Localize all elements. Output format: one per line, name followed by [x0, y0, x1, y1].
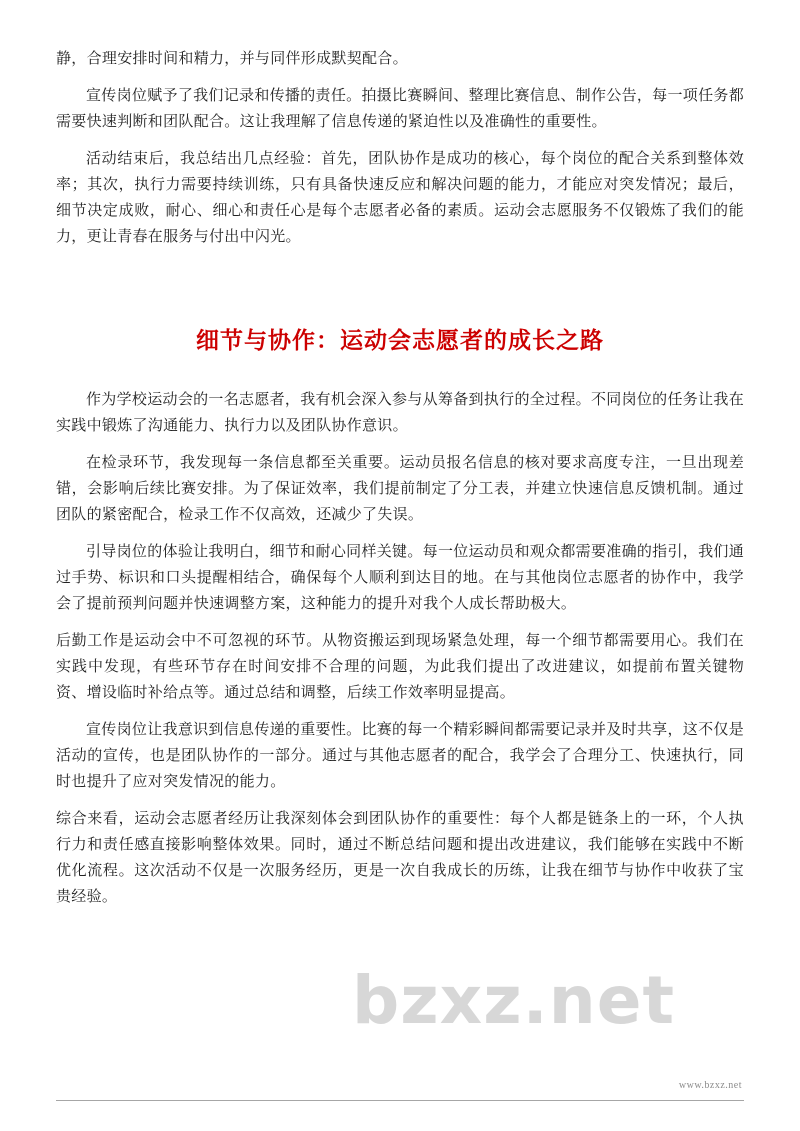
paragraph: 综合来看，运动会志愿者经历让我深刻体会到团队协作的重要性：每个人都是链条上的一环，个人执行力和责任感直接影响整体效果。同时，通过不断总结问题和提出改进建议，我们能够在实践中不断优化流程。这次活动不仅是一次服务经历，更是一次自我成长的历练，让我在细节与协作中收获了宝贵经验。: [56, 811, 744, 905]
paragraph: 在检录环节，我发现每一条信息都至关重要。运动员报名信息的核对要求高度专注，一旦出现差错，会影响后续比赛安排。为了保证效率，我们提前制定了分工表，并建立快速信息反馈机制。通过团队的紧密配合，检录工作不仅高效，还减少了失误。: [56, 455, 744, 523]
paragraph: 宣传岗位赋予了我们记录和传播的责任。拍摄比赛瞬间、整理比赛信息、制作公告，每一项任务都需要快速判断和团队配合。这让我理解了信息传递的紧迫性以及准确性的重要性。: [56, 88, 744, 130]
article-title: 细节与协作：运动会志愿者的成长之路: [196, 327, 604, 353]
paragraph: 宣传岗位让我意识到信息传递的重要性。比赛的每一个精彩瞬间都需要记录并及时共享，这不仅是活动的宣传，也是团队协作的一部分。通过与其他志愿者的配合，我学会了合理分工、快速执行，同时也提升了应对突发情况的能力。: [56, 722, 744, 790]
footer-url: www.bzxz.net: [678, 1080, 742, 1091]
paragraph: 后勤工作是运动会中不可忽视的环节。从物资搬运到现场紧急处理，每一个细节都需要用心。我们在实践中发现，有些环节存在时间安排不合理的问题，为此我们提出了改进建议，如提前布置关键物资、增设临时补给点等。通过总结和调整，后续工作效率明显提高。: [56, 633, 744, 701]
paragraph: 引导岗位的体验让我明白，细节和耐心同样关键。每一位运动员和观众都需要准确的指引，我们通过手势、标识和口头提醒相结合，确保每个人顺利到达目的地。在与其他岗位志愿者的协作中，我学会了提前预判问题并快速调整方案，这种能力的提升对我个人成长帮助极大。: [56, 544, 744, 612]
watermark: bzxz.net: [352, 962, 676, 1039]
paragraph-continuation: 静，合理安排时间和精力，并与同伴形成默契配合。: [56, 51, 408, 67]
footer-divider-line: [56, 1100, 744, 1101]
paragraph: 活动结束后，我总结出几点经验：首先，团队协作是成功的核心，每个岗位的配合关系到整体效率；其次，执行力需要持续训练，只有具备快速反应和解决问题的能力，才能应对突发情况；最后，细节决定成败，耐心、细心和责任心是每个志愿者必备的素质。运动会志愿服务不仅锻炼了我们的能力，更让青春在服务与付出中闪光。: [56, 151, 744, 245]
paragraph: 作为学校运动会的一名志愿者，我有机会深入参与从筹备到执行的全过程。不同岗位的任务让我在实践中锻炼了沟通能力、执行力以及团队协作意识。: [56, 392, 744, 434]
